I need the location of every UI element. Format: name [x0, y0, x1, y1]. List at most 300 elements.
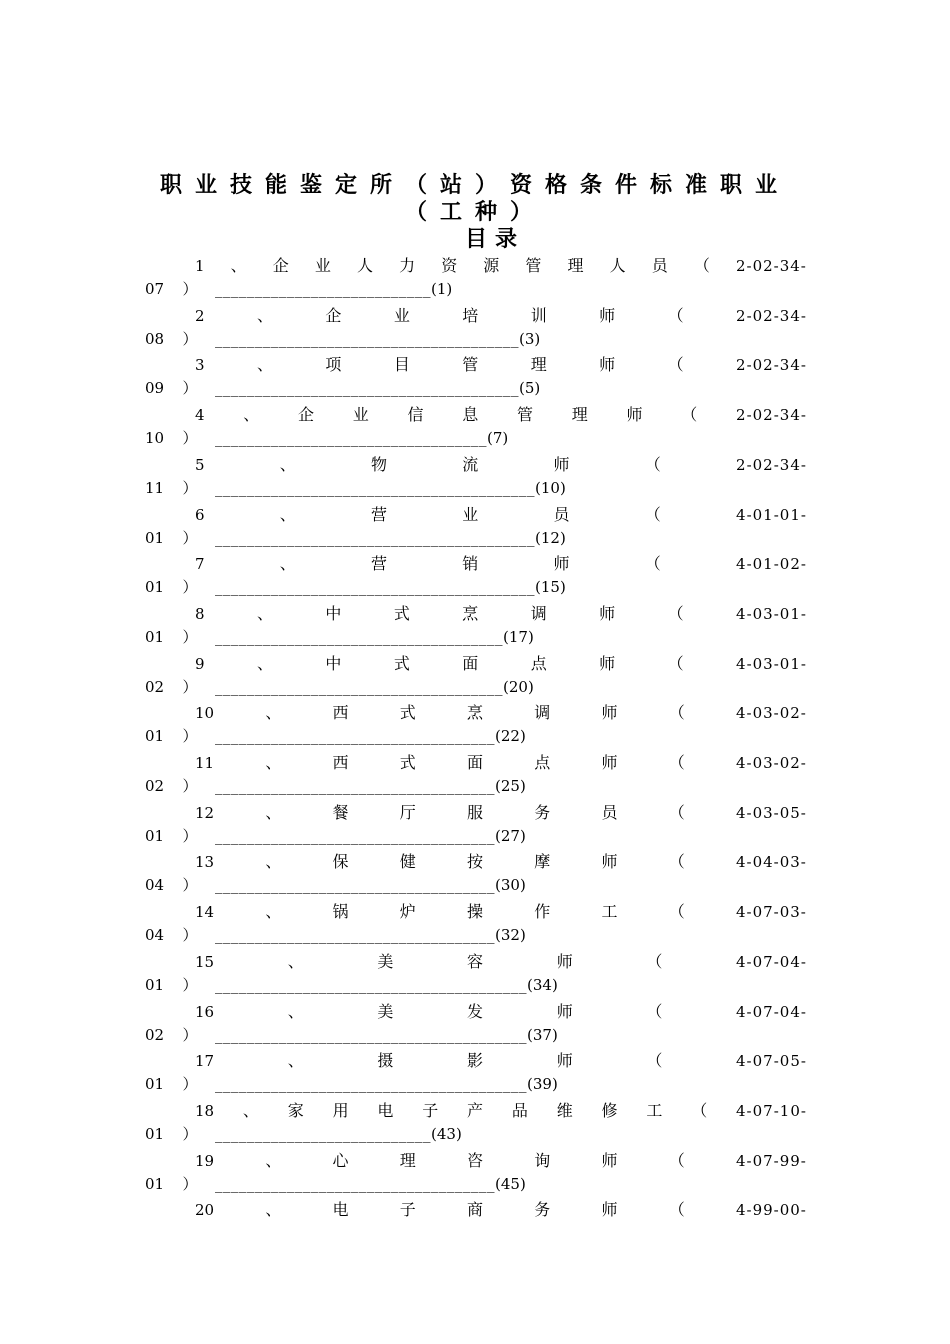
toc-entry-close-paren: ）	[182, 379, 198, 398]
toc-entry-page-number: (43)	[431, 1124, 462, 1143]
toc-entry-continuation	[145, 377, 540, 398]
toc-entry-name-char: 式	[399, 753, 416, 772]
toc-entry[interactable]	[0, 253, 950, 303]
toc-entry-separator: 、	[265, 802, 282, 822]
toc-entry-name-char: 业	[393, 305, 410, 325]
toc-entry-name-char: 式	[399, 703, 416, 723]
toc-entry-name-char: 修	[601, 1100, 618, 1120]
toc-entry-leader: ________________________________________	[215, 528, 535, 547]
toc-entry-name-char: 员	[601, 802, 618, 822]
toc-entry-number: 15	[195, 952, 215, 971]
toc-entry-page-number: (5)	[519, 379, 541, 398]
toc-entry-continuation	[145, 974, 558, 995]
toc-entry-open-paren: （	[668, 753, 685, 772]
toc-entry[interactable]	[0, 651, 950, 701]
toc-entry-name-char: 培	[462, 305, 479, 325]
toc-entry-name-char: 工	[646, 1100, 663, 1120]
toc-entry-name-char: 营	[371, 554, 388, 574]
toc-entry[interactable]	[0, 352, 950, 402]
toc-entry-separator: 、	[279, 454, 296, 474]
toc-entry-leader: _______________________________________	[215, 1075, 527, 1094]
toc-entry-name-char: 员	[651, 256, 668, 275]
toc-entry-separator: 、	[287, 1051, 304, 1071]
toc-entry[interactable]	[0, 402, 950, 452]
toc-entry-code: 4-07-10-	[736, 1101, 807, 1120]
toc-entry-name-char: 发	[467, 1001, 484, 1021]
toc-entry-close-paren: ）	[182, 926, 198, 945]
toc-entry-code-suffix: 01	[145, 1174, 165, 1193]
toc-entry-line	[195, 551, 807, 574]
toc-entry-name-char: 美	[377, 1001, 394, 1021]
toc-entry-leader: ____________________________________	[215, 677, 503, 696]
toc-entry-page-number: (27)	[495, 826, 526, 845]
toc-entry-name-char: 美	[377, 951, 394, 971]
toc-entry-code-suffix: 01	[145, 578, 165, 597]
toc-entry-leader: ______________________________________	[215, 329, 519, 348]
toc-entry-name-char: 师	[599, 305, 616, 325]
toc-entry-name-char: 资	[441, 256, 458, 275]
toc-entry-code: 4-07-03-	[735, 903, 807, 922]
toc-entry-open-paren: （	[668, 902, 685, 922]
toc-entry-number: 14	[195, 903, 215, 922]
toc-entry-name-char: 销	[462, 554, 479, 574]
toc-entry-line	[195, 700, 807, 723]
toc-entry-name-char: 理	[530, 355, 547, 375]
toc-entry-page-number: (3)	[519, 329, 541, 348]
toc-entry-separator: 、	[265, 1200, 282, 1220]
toc-entry-name-char: 商	[467, 1200, 484, 1220]
toc-entry-page-number: (32)	[495, 926, 526, 945]
toc-entry-name-char: 心	[332, 1150, 349, 1170]
toc-entry-page-number: (45)	[495, 1174, 526, 1193]
toc-entry-continuation	[145, 1073, 558, 1094]
toc-entry[interactable]	[0, 303, 950, 353]
toc-entry-page-number: (37)	[527, 1025, 558, 1044]
toc-entry-name-char: 烹	[467, 703, 484, 723]
toc-entry-leader: ___________________________	[215, 1124, 431, 1143]
toc-entry-name-char: 企	[272, 256, 289, 275]
toc-entry-code: 4-03-05-	[735, 803, 807, 822]
toc-entry-name-char: 工	[601, 902, 618, 922]
toc-entry-code: 2-02-34-	[736, 406, 807, 425]
toc-entry-separator: 、	[287, 951, 304, 971]
toc-entry[interactable]	[0, 849, 950, 899]
toc-entry-open-paren: （	[668, 703, 685, 723]
toc-entry-name-char: 务	[534, 1200, 551, 1220]
toc-entry[interactable]	[0, 899, 950, 949]
toc-entry-open-paren: （	[646, 951, 663, 971]
toc-entry-close-paren: ）	[182, 677, 198, 696]
toc-entry-continuation	[145, 527, 566, 548]
toc-entry-close-paren: ）	[182, 528, 198, 547]
toc-entry-line	[195, 1197, 807, 1220]
toc-entry-name-char: 操	[467, 902, 484, 922]
toc-entry-line	[195, 1148, 807, 1171]
toc-entry-name-char: 师	[599, 355, 616, 375]
toc-entry-name-char: 师	[601, 1150, 618, 1170]
toc-entry-number: 3	[195, 356, 205, 375]
toc-entry[interactable]	[0, 1148, 950, 1198]
toc-entry-line	[195, 303, 807, 326]
toc-entry-number: 13	[195, 853, 215, 872]
toc-entry-leader: __________________________________	[215, 429, 487, 448]
toc-entry-code: 4-03-01-	[736, 604, 807, 623]
toc-entry-name-char: 师	[601, 852, 618, 872]
toc-entry-separator: 、	[279, 504, 296, 524]
toc-entry-continuation	[145, 924, 526, 945]
toc-entry-name-char: 维	[556, 1100, 573, 1120]
toc-entry-name-char: 西	[332, 703, 349, 723]
toc-entry-name-char: 电	[377, 1100, 394, 1120]
toc-entry-open-paren: （	[646, 1001, 663, 1021]
toc-entry[interactable]	[0, 999, 950, 1049]
toc-entry-code: 4-03-02-	[735, 704, 807, 723]
toc-entry-continuation	[145, 477, 566, 498]
toc-entry-number: 7	[195, 555, 205, 574]
toc-entry-number: 8	[195, 604, 205, 623]
toc-entry-code-suffix: 10	[145, 429, 165, 448]
toc-entry-number: 18	[195, 1101, 215, 1120]
toc-entry-close-paren: ）	[182, 1075, 198, 1094]
toc-entry-name-char: 点	[534, 753, 551, 772]
toc-entry[interactable]	[0, 452, 950, 502]
toc-entry-page-number: (15)	[535, 578, 566, 597]
toc-entry-name-char: 人	[356, 256, 373, 275]
toc-entry-open-paren: （	[667, 305, 684, 325]
toc-entry-number: 1	[195, 257, 205, 275]
toc-entry-open-paren: （	[667, 653, 684, 673]
toc-entry-code-suffix: 01	[145, 1124, 165, 1143]
toc-entry-name-char: 人	[609, 256, 626, 275]
toc-entry-continuation	[145, 1173, 526, 1194]
toc-entry-name-char: 品	[511, 1100, 528, 1120]
toc-entry-line	[195, 1048, 807, 1071]
toc-entry-name-char: 作	[534, 902, 551, 922]
toc-entry-name-char: 式	[393, 603, 410, 623]
toc-entry-open-paren: （	[668, 1200, 685, 1220]
toc-entry-code: 4-07-05-	[736, 1052, 807, 1071]
toc-entry-separator: 、	[243, 405, 260, 425]
toc-entry-line	[195, 1098, 807, 1121]
toc-entry-close-paren: ）	[182, 329, 198, 348]
toc-entry-name-char: 源	[483, 256, 500, 275]
toc-entry-leader: _______________________________________	[215, 1025, 527, 1044]
toc-entry-number: 16	[195, 1002, 215, 1021]
toc-entry-separator: 、	[256, 305, 273, 325]
toc-entry-name-char: 厅	[399, 802, 416, 822]
toc-entry-number: 10	[195, 704, 215, 723]
toc-entry-name-char: 息	[462, 405, 479, 425]
toc-entry-code: 2-02-34-	[736, 356, 807, 375]
toc-entry-page-number: (34)	[527, 975, 558, 994]
toc-entry-leader: _______________________________________	[215, 975, 527, 994]
toc-entry-name-char: 面	[467, 753, 484, 772]
toc-entry-name-char: 服	[467, 802, 484, 822]
toc-entry[interactable]	[0, 1197, 950, 1247]
toc-entry-name-char: 业	[462, 504, 479, 524]
toc-entry-code-suffix: 01	[145, 1075, 165, 1094]
toc-entry-name-char: 物	[371, 454, 388, 474]
toc-entry[interactable]	[0, 949, 950, 999]
toc-entry-leader: ___________________________________	[215, 876, 495, 895]
toc-entry-separator: 、	[256, 653, 273, 673]
toc-entry-separator: 、	[256, 603, 273, 623]
toc-entry-continuation	[145, 427, 508, 448]
toc-entry-name-char: 中	[325, 603, 342, 623]
toc-entry-separator: 、	[230, 256, 247, 275]
toc-entry-name-char: 子	[422, 1100, 439, 1120]
toc-entry-code-suffix: 01	[145, 826, 165, 845]
toc-entry-name-char: 师	[553, 554, 570, 574]
toc-entry-number: 17	[195, 1052, 215, 1071]
toc-entry-code-suffix: 01	[145, 528, 165, 547]
toc-entry-line	[195, 800, 807, 823]
toc-entry-close-paren: ）	[182, 1025, 198, 1044]
toc-entry-name-char: 管	[525, 256, 542, 275]
toc-entry-code: 4-07-99-	[735, 1151, 807, 1170]
toc-entry-name-char: 企	[325, 305, 342, 325]
toc-entry-name-char: 保	[332, 852, 349, 872]
toc-entry-name-char: 师	[556, 1001, 573, 1021]
toc-entry-name-char: 摩	[534, 852, 551, 872]
toc-entry-name-char: 子	[399, 1200, 416, 1220]
toc-entry[interactable]	[0, 502, 950, 552]
toc-entry-close-paren: ）	[182, 777, 198, 795]
toc-entry-name-char: 师	[556, 951, 573, 971]
toc-entry-close-paren: ）	[182, 727, 198, 746]
toc-entry-open-paren: （	[668, 1150, 685, 1170]
toc-entry-number: 6	[195, 505, 205, 524]
toc-entry-line	[195, 253, 807, 276]
toc-entry-number: 9	[195, 654, 205, 673]
toc-entry-number: 12	[195, 803, 215, 822]
toc-entry-separator: 、	[287, 1001, 304, 1021]
toc-entry-code: 2-02-34-	[736, 455, 807, 474]
toc-entry-name-char: 锅	[332, 902, 349, 922]
toc-entry-name-char: 影	[467, 1051, 484, 1071]
toc-entry-leader: ___________________________________	[215, 826, 495, 845]
toc-entry-code: 4-03-01-	[736, 654, 807, 673]
toc-entry-open-paren: （	[644, 454, 661, 474]
toc-entry-separator: 、	[265, 1150, 282, 1170]
toc-entry-open-paren: （	[644, 554, 661, 574]
toc-entry-name-char: 项	[325, 355, 342, 375]
toc-entry-continuation	[145, 725, 526, 746]
toc-entry-continuation	[145, 328, 540, 349]
toc-entry-code: 2-02-34-	[735, 257, 807, 275]
toc-entry-name-char: 师	[601, 753, 618, 772]
toc-entry-name-char: 训	[530, 305, 547, 325]
toc-entry-name-char: 家	[287, 1100, 304, 1120]
toc-entry-open-paren: （	[668, 852, 685, 872]
toc-entry-name-char: 健	[399, 852, 416, 872]
toc-entry-name-char: 西	[332, 753, 349, 772]
toc-entry-code-suffix: 02	[145, 677, 165, 696]
toc-entry-number: 11	[195, 754, 215, 772]
toc-entry-code-suffix: 02	[145, 777, 165, 795]
toc-entry-name-char: 理	[567, 256, 584, 275]
toc-entry[interactable]	[0, 601, 950, 651]
toc-entry-continuation	[145, 676, 534, 697]
toc-entry-number: 5	[195, 455, 205, 474]
toc-entry-name-char: 询	[534, 1150, 551, 1170]
toc-entry-code-suffix: 01	[145, 727, 165, 746]
toc-entry-name-char: 师	[553, 454, 570, 474]
toc-entry-name-char: 餐	[332, 802, 349, 822]
toc-entry-page-number: (30)	[495, 876, 526, 895]
toc-entry-line	[195, 750, 807, 773]
toc-entry-continuation	[145, 278, 452, 299]
toc-entry-leader: ____________________________________	[215, 627, 503, 646]
toc-entry-code: 4-01-02-	[736, 555, 807, 574]
toc-entry-continuation	[145, 874, 526, 895]
toc-entry-code-suffix: 02	[145, 1025, 165, 1044]
toc-entry[interactable]	[0, 800, 950, 850]
toc-entry-name-char: 摄	[377, 1051, 394, 1071]
toc-entry-name-char: 师	[556, 1051, 573, 1071]
toc-entry-line	[195, 601, 807, 624]
toc-entry-number: 19	[195, 1151, 215, 1170]
toc-entry-close-paren: ）	[182, 1124, 198, 1143]
toc-entry[interactable]	[0, 1098, 950, 1148]
toc-entry-name-char: 中	[325, 653, 342, 673]
toc-entry-name-char: 炉	[399, 902, 416, 922]
toc-entry-close-paren: ）	[182, 478, 198, 497]
toc-entry-code: 4-03-02-	[735, 754, 807, 772]
toc-entry-page-number: (17)	[503, 627, 534, 646]
toc-entry-close-paren: ）	[182, 1174, 198, 1193]
toc-entry[interactable]	[0, 700, 950, 750]
toc-entry-name-char: 调	[534, 703, 551, 723]
toc-entry-code: 4-04-03-	[735, 853, 807, 872]
toc-entry-name-char: 产	[467, 1100, 484, 1120]
toc-entry-code-suffix: 01	[145, 627, 165, 646]
toc-entry-open-paren: （	[667, 603, 684, 623]
toc-entry-name-char: 按	[467, 852, 484, 872]
title-line-1: 职业技能鉴定所（站）资格条件标准职业	[159, 173, 790, 198]
toc-entry-name-char: 点	[530, 653, 547, 673]
toc-entry-open-paren: （	[668, 802, 685, 822]
toc-entry-name-char: 师	[626, 405, 643, 425]
toc-entry[interactable]	[0, 750, 950, 800]
toc-entry-open-paren: （	[693, 256, 710, 275]
toc-entry-name-char: 业	[352, 405, 369, 425]
toc-entry-line	[195, 502, 807, 525]
toc-entry-name-char: 师	[599, 653, 616, 673]
toc-entry-open-paren: （	[644, 504, 661, 524]
toc-entry[interactable]	[0, 1048, 950, 1098]
toc-entry-code: 4-07-04-	[736, 952, 807, 971]
toc-entry-code-suffix: 08	[145, 329, 165, 348]
toc-entry-continuation	[145, 775, 526, 796]
toc-entry-name-char: 面	[462, 653, 479, 673]
toc-entry-code-suffix: 04	[145, 926, 165, 945]
toc-entry-name-char: 调	[530, 603, 547, 623]
toc-entry-name-char: 企	[298, 405, 315, 425]
title-line-2: （工种）	[404, 200, 545, 225]
toc-entry-close-paren: ）	[182, 975, 198, 994]
toc-entry-name-char: 用	[332, 1100, 349, 1120]
toc-entry-name-char: 流	[462, 454, 479, 474]
toc-entry-code-suffix: 07	[145, 280, 165, 298]
toc-entry-line	[195, 651, 807, 674]
toc-entry-open-paren: （	[691, 1100, 708, 1120]
toc-entry-leader: ________________________________________	[215, 478, 535, 497]
toc-entry-name-char: 容	[467, 951, 484, 971]
toc-entry-open-paren: （	[681, 405, 698, 425]
toc-entry-number: 2	[195, 306, 205, 325]
toc-entry-page-number: (22)	[495, 727, 526, 746]
toc-entry-code-suffix: 11	[145, 478, 165, 497]
toc-entry-code: 4-01-01-	[736, 505, 807, 524]
toc-entry-continuation	[145, 1123, 462, 1144]
toc-entry-line	[195, 452, 807, 475]
toc-entry-name-char: 务	[534, 802, 551, 822]
toc-entry-continuation	[145, 825, 526, 846]
toc-entry-separator: 、	[265, 852, 282, 872]
toc-entry-leader: ___________________________________	[215, 926, 495, 945]
toc-entry-name-char: 力	[399, 256, 416, 275]
toc-entry-page-number: (1)	[431, 280, 453, 298]
toc-entry-code-suffix: 01	[145, 975, 165, 994]
toc-entry-separator: 、	[256, 355, 273, 375]
toc-entry-separator: 、	[265, 753, 282, 772]
toc-entry-name-char: 师	[599, 603, 616, 623]
toc-entry-name-char: 员	[553, 504, 570, 524]
toc-entry-separator: 、	[265, 703, 282, 723]
toc-entry-code: 2-02-34-	[736, 306, 807, 325]
toc-entry-name-char: 烹	[462, 603, 479, 623]
toc-entry-open-paren: （	[646, 1051, 663, 1071]
toc-entry-name-char: 业	[314, 256, 331, 275]
toc-entry-leader: ______________________________________	[215, 379, 519, 398]
toc-entry-continuation	[145, 626, 534, 647]
toc-entry-name-char: 营	[371, 504, 388, 524]
document-title	[140, 172, 810, 226]
toc-entry-continuation	[145, 576, 566, 597]
toc-entry-code: 4-99-00-	[735, 1201, 807, 1220]
toc-entry-line	[195, 949, 807, 972]
toc-entry-close-paren: ）	[182, 627, 198, 646]
toc-entry-line	[195, 999, 807, 1022]
toc-entry-page-number: (20)	[503, 677, 534, 696]
toc-entry-separator: 、	[242, 1100, 259, 1120]
toc-heading: 目录	[464, 227, 525, 252]
toc-entry-number: 4	[195, 406, 205, 425]
toc-entry-separator: 、	[265, 902, 282, 922]
toc-entry-line	[195, 899, 807, 922]
toc-entry-number: 20	[195, 1201, 215, 1220]
toc-entry-code: 4-07-04-	[736, 1002, 807, 1021]
toc-entry-name-char: 咨	[467, 1150, 484, 1170]
toc-entry-close-paren: ）	[182, 826, 198, 845]
toc-entry-leader: ___________________________________	[215, 727, 495, 746]
toc-entry-line	[195, 402, 807, 425]
toc-entry-name-char: 管	[517, 405, 534, 425]
toc-entry-leader: ___________________________	[215, 280, 431, 298]
toc-entry-line	[195, 849, 807, 872]
toc-entry-open-paren: （	[667, 355, 684, 375]
toc-entry-name-char: 师	[601, 1200, 618, 1220]
toc-entry-page-number: (7)	[487, 429, 509, 448]
toc-entry-close-paren: ）	[182, 429, 198, 448]
toc-entry-name-char: 电	[332, 1200, 349, 1220]
toc-entry[interactable]	[0, 551, 950, 601]
toc-entry-close-paren: ）	[182, 876, 198, 895]
toc-entry-close-paren: ）	[182, 578, 198, 597]
toc-entry-page-number: (39)	[527, 1075, 558, 1094]
toc-entry-leader: ___________________________________	[215, 1174, 495, 1193]
